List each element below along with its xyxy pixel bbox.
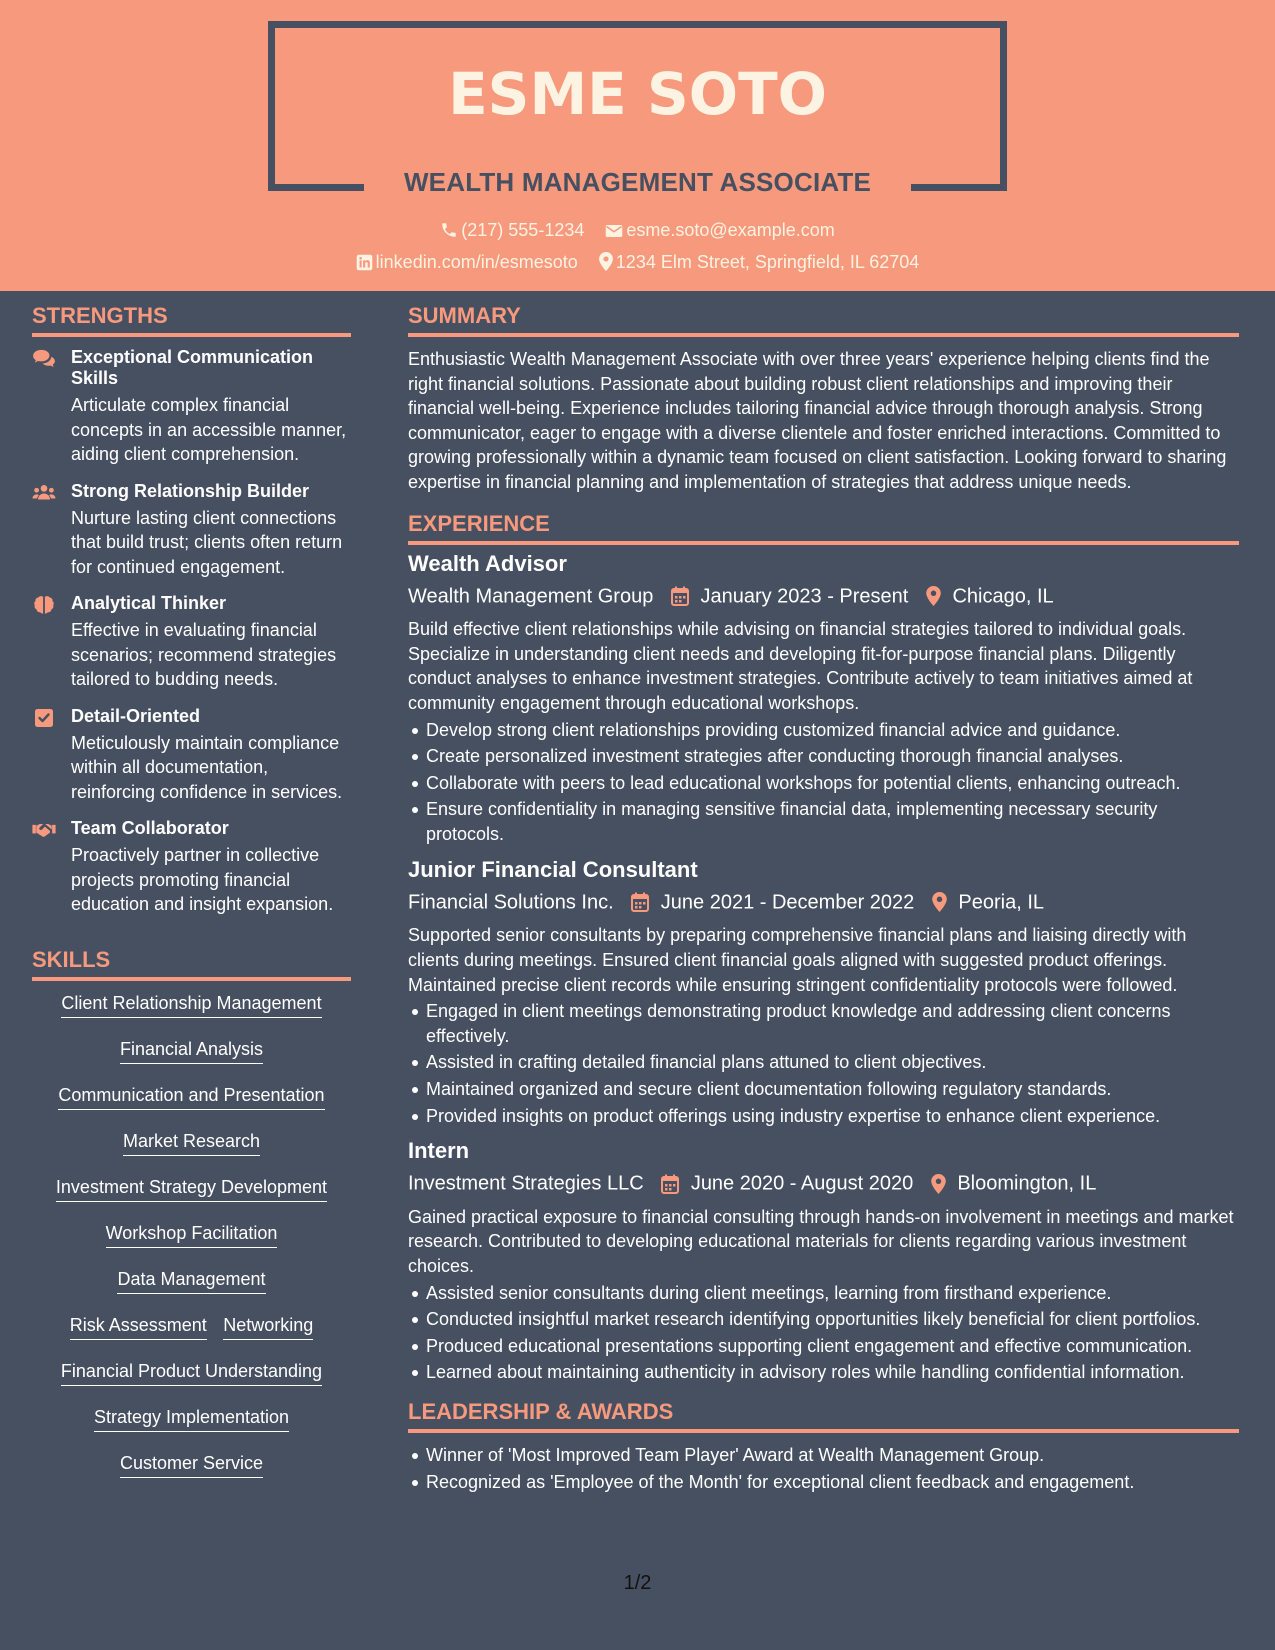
skills-heading: SKILLS: [32, 947, 351, 981]
linkedin-icon: [356, 254, 373, 271]
job-bullet: Create personalized investment strategies after conducting thorough financial analyses.: [408, 744, 1239, 769]
address-contact: [599, 252, 920, 273]
job-meta: [408, 889, 1239, 916]
award-item: Winner of 'Most Improved Team Player' Award at Wealth Management Group.: [408, 1443, 1239, 1468]
contact-row-1: [0, 220, 1275, 241]
job-company: Investment Strategies LLC: [408, 1172, 644, 1195]
email-contact: [605, 220, 834, 241]
strength-item: [32, 818, 351, 917]
summary-text: Enthusiastic Wealth Management Associate with over three years' experience helping clients find the right financial solutions. Passionate about building robust client relationships and improving their financial well-being. Experience includes tailoring financial advice through thorough analysis. Strong communicator, eager to engage with a diverse clientele and foster enriched interactions. Committed to growing professionally within a dynamic team focused on client satisfaction. Looking forward to sharing expertise in financial planning and implementation of strategies that address unique needs.: [408, 349, 1227, 492]
map-pin-icon: [599, 252, 613, 271]
skill-tag: Financial Product Understanding: [61, 1359, 322, 1386]
job-bullets: [408, 1281, 1239, 1385]
job-bullets: [408, 999, 1239, 1128]
map-pin-icon: [932, 892, 947, 912]
map-pin-icon: [931, 1174, 946, 1194]
job-bullet: Assisted in crafting detailed financial plans attuned to client objectives.: [408, 1050, 1239, 1075]
skill-tag: Risk Assessment: [70, 1313, 207, 1340]
email-text: esme.soto@example.com: [626, 220, 835, 240]
award-item: Recognized as 'Employee of the Month' for exceptional client feedback and engagement.: [408, 1470, 1239, 1495]
skill-tag: Client Relationship Management: [61, 991, 321, 1018]
job-bullet: Learned about maintaining authenticity in advisory roles while handling confidential information.: [408, 1360, 1239, 1385]
job-bullet: Develop strong client relationships providing customized financial advice and guidance.: [408, 718, 1239, 743]
strengths-heading: STRENGTHS: [32, 303, 351, 337]
strength-desc: Proactively partner in collective projects promoting financial education and insight expansion.: [71, 845, 334, 914]
job-dates: June 2020 - August 2020: [690, 1172, 914, 1195]
calendar-icon: [631, 892, 649, 912]
skill-tag: Data Management: [117, 1267, 265, 1294]
brain-icon: [32, 595, 56, 615]
job-meta: [408, 583, 1239, 610]
job-bullet: Collaborate with peers to lead educational workshops for potential clients, enhancing outreach.: [408, 771, 1239, 796]
check-square-icon: [32, 708, 56, 728]
address-text: 1234 Elm Street, Springfield, IL 62704: [615, 252, 920, 272]
job-title-banner: [364, 160, 911, 204]
skill-tag: Strategy Implementation: [94, 1405, 289, 1432]
job-position: Wealth Advisor: [408, 550, 567, 576]
linkedin-contact: [356, 252, 578, 273]
job-bullets: [408, 718, 1239, 847]
experience-heading: EXPERIENCE: [408, 511, 1239, 545]
strength-item: [32, 706, 351, 805]
skill-tag: Investment Strategy Development: [56, 1175, 327, 1202]
phone-contact: [440, 220, 584, 241]
strength-item: [32, 593, 351, 692]
job-dates: January 2023 - Present: [700, 585, 909, 608]
strength-title: Team Collaborator: [71, 818, 229, 838]
strength-title: Detail-Oriented: [71, 705, 201, 726]
job-description: Supported senior consultants by preparing comprehensive financial plans and liaising directly with clients during meetings. Ensured client financial goals aligned with suggested product offerings. Maintained precise client records while ensuring stringent confidentiality protocols were followed.: [408, 925, 1187, 995]
strength-item: [32, 347, 351, 467]
map-pin-icon: [926, 586, 941, 606]
strength-title: Strong Relationship Builder: [71, 480, 310, 501]
strength-title: Exceptional Communication Skills: [71, 347, 314, 388]
job-dates: June 2021 - December 2022: [660, 891, 915, 914]
skill-tag: Market Research: [123, 1129, 260, 1156]
resume-header: [0, 0, 1275, 291]
job-bullet: Produced educational presentations supporting client engagement and effective communication.: [408, 1334, 1239, 1359]
page-number: 1/2: [623, 1572, 652, 1594]
strength-item: [32, 481, 351, 580]
job-meta: [408, 1170, 1239, 1197]
calendar-icon: [661, 1174, 679, 1194]
job-company: Wealth Management Group: [408, 585, 654, 608]
comments-icon: [32, 349, 56, 369]
skill-tag: Workshop Facilitation: [106, 1221, 278, 1248]
envelope-icon: [605, 223, 623, 239]
skills-list: [32, 991, 351, 1497]
job-company: Financial Solutions Inc.: [408, 891, 614, 914]
right-column: [408, 303, 1239, 1498]
job-entry: [408, 1138, 1239, 1385]
strength-desc: Effective in evaluating financial scenarios; recommend strategies tailored to budding needs.: [71, 620, 337, 689]
job-bullet: Engaged in client meetings demonstrating product knowledge and addressing client concerns effectively.: [408, 999, 1239, 1048]
job-entry: [408, 551, 1239, 847]
job-title: WEALTH MANAGEMENT ASSOCIATE: [403, 167, 872, 197]
job-bullet: Assisted senior consultants during client meetings, learning from firsthand experience.: [408, 1281, 1239, 1306]
phone-text: (217) 555-1234: [461, 220, 585, 240]
linkedin-text: linkedin.com/in/esmesoto: [375, 252, 578, 272]
job-bullet: Maintained organized and secure client documentation following regulatory standards.: [408, 1077, 1239, 1102]
left-column: [32, 303, 351, 1497]
skill-tag: Customer Service: [120, 1451, 263, 1478]
job-location: Peoria, IL: [958, 891, 1045, 914]
phone-icon: [440, 221, 458, 239]
strength-desc: Articulate complex financial concepts in an accessible manner, aiding client comprehension.: [71, 395, 347, 464]
job-location: Bloomington, IL: [957, 1172, 1097, 1195]
job-description: Build effective client relationships while advising on financial strategies tailored to individual goals. Specialize in understanding client needs and developing fit-for-purpose financial plans. Diligently conduct analyses to enhance investment strategies. Contribute actively to team initiatives aimed at community engagement through educational workshops.: [408, 619, 1193, 714]
job-location: Chicago, IL: [952, 585, 1054, 608]
job-bullet: Conducted insightful market research identifying opportunities likely beneficial for client portfolios.: [408, 1307, 1239, 1332]
skill-tag: Financial Analysis: [120, 1037, 263, 1064]
job-position: Junior Financial Consultant: [408, 856, 698, 882]
handshake-icon: [32, 820, 56, 840]
job-bullet: Ensure confidentiality in managing sensitive financial data, implementing necessary security protocols.: [408, 797, 1239, 846]
job-entry: [408, 857, 1239, 1128]
summary-heading: SUMMARY: [408, 303, 1239, 337]
users-icon: [32, 483, 56, 503]
strength-desc: Meticulously maintain compliance within all documentation, reinforcing confidence in services.: [71, 732, 343, 802]
job-bullet: Provided insights on product offerings using industry expertise to enhance client experience.: [408, 1104, 1239, 1129]
skill-tag: Networking: [223, 1313, 313, 1340]
strength-desc: Nurture lasting client connections that build trust; clients often return for continued engagement.: [71, 507, 343, 577]
strength-title: Analytical Thinker: [71, 593, 227, 613]
awards-list: [408, 1443, 1239, 1494]
skill-tag: Communication and Presentation: [58, 1083, 324, 1110]
job-description: Gained practical exposure to financial consulting through hands-on involvement in meetings and market research. Contributed to developing educational materials for clients regarding various investment choices.: [408, 1206, 1234, 1276]
job-position: Intern: [408, 1138, 470, 1164]
calendar-icon: [671, 586, 689, 606]
contact-row-2: [0, 252, 1275, 273]
candidate-name: ESME SOTO: [448, 60, 827, 128]
awards-heading: LEADERSHIP & AWARDS: [408, 1399, 1239, 1433]
